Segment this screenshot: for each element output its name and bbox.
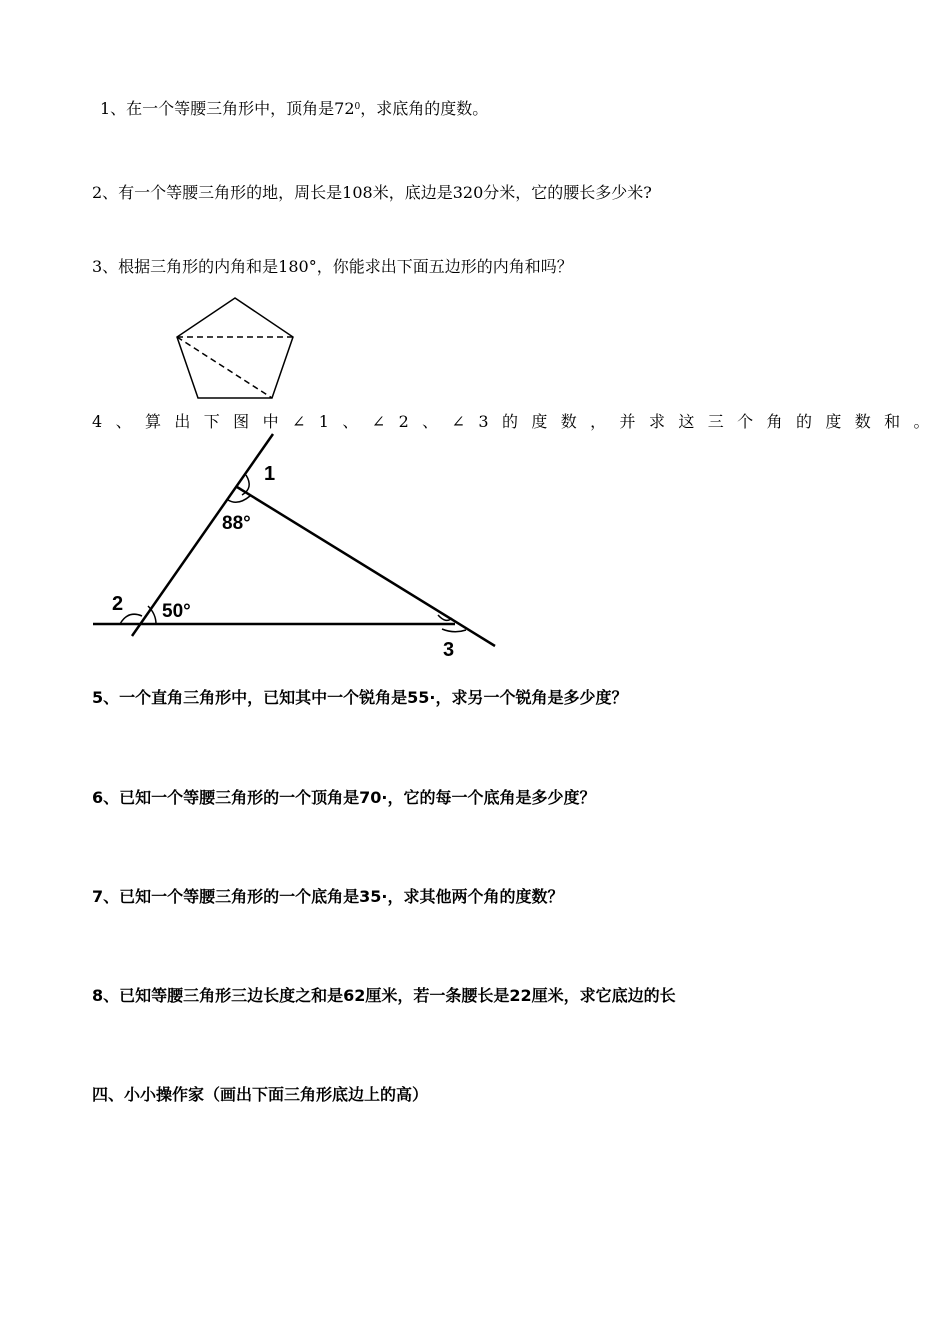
pentagon-diagonal-2 xyxy=(177,337,272,398)
pentagon-figure xyxy=(170,292,300,402)
question-6: 6、已知一个等腰三角形的一个顶角是70·，它的每一个底角是多少度？ xyxy=(92,788,596,807)
question-1-text: 1、在一个等腰三角形中，顶角是72 xyxy=(100,99,355,118)
label-angle-1: 1 xyxy=(264,463,276,485)
question-7: 7、已知一个等腰三角形的一个底角是35·，求其他两个角的度数？ xyxy=(92,887,564,906)
right-side-line xyxy=(237,487,495,646)
question-4: 4、算出下图中∠1、∠2、∠3的度数，并求这三个角的度数和。 xyxy=(92,412,943,431)
triangle-figure xyxy=(90,432,510,662)
question-1-tail: ，求底角的度数。 xyxy=(360,99,489,118)
question-1 xyxy=(100,99,488,119)
angle-88-arc xyxy=(228,496,250,502)
label-angle-2: 2 xyxy=(112,593,124,615)
label-88-degrees: 88° xyxy=(222,513,251,534)
label-50-degrees: 50° xyxy=(162,601,191,622)
label-angle-3: 3 xyxy=(443,639,455,661)
question-8: 8、已知等腰三角形三边长度之和是62厘米，若一条腰长是22厘米，求它底边的长 xyxy=(92,986,676,1005)
left-side-line xyxy=(132,434,276,636)
question-2: 2、有一个等腰三角形的地，周长是108米，底边是320分米，它的腰长多少米? xyxy=(92,183,652,202)
question-3: 3、根据三角形的内角和是180°，你能求出下面五边形的内角和吗？ xyxy=(92,257,573,276)
question-5: 5、一个直角三角形中，已知其中一个锐角是55·，求另一个锐角是多少度？ xyxy=(92,688,628,707)
degree-superscript: 0 xyxy=(354,102,361,112)
angle-2-arc xyxy=(120,614,142,624)
section-4-title: 四、小小操作家（画出下面三角形底边上的高） xyxy=(92,1085,429,1104)
